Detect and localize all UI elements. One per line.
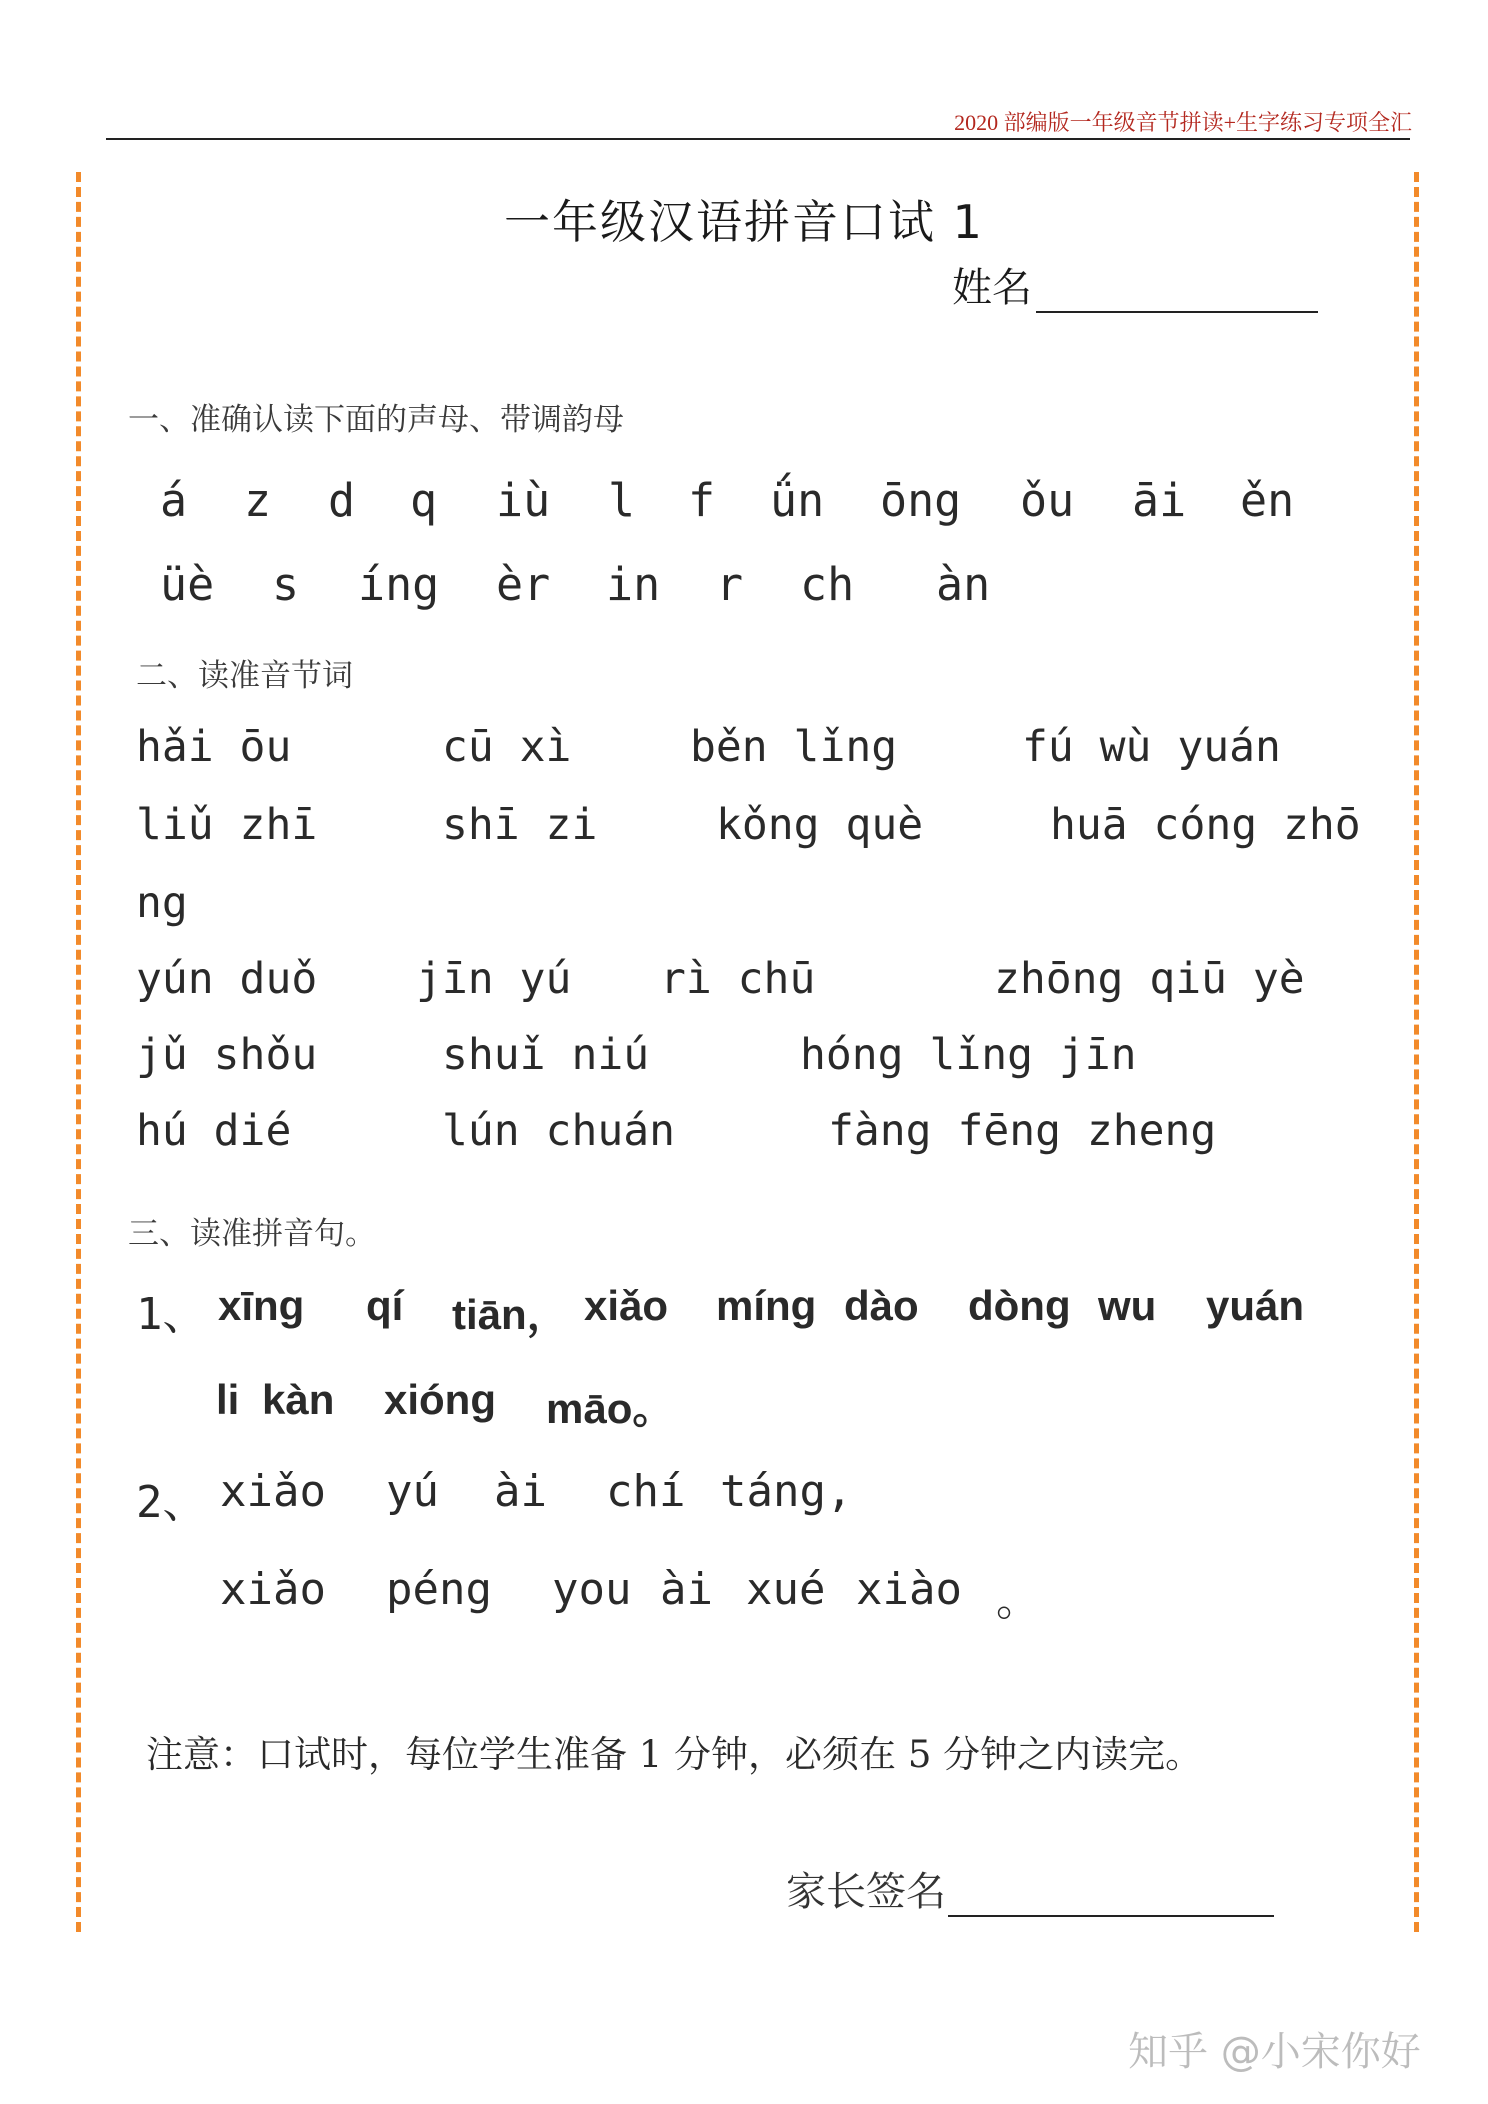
syllable: f (688, 474, 716, 527)
note-text: 注意：口试时，每位学生准备 1 分钟，必须在 5 分钟之内读完。 (146, 1733, 1203, 1776)
word: hóng lǐng jīn (800, 1030, 1137, 1080)
sentence-word: 。 (996, 1575, 1040, 1626)
word: rì chū (660, 954, 816, 1004)
left-dashed-border (76, 172, 81, 1932)
syllable: l (608, 474, 636, 527)
name-label: 姓名 (952, 265, 1032, 311)
sentence-word: yú (386, 1466, 439, 1517)
word: lún chuán (442, 1106, 675, 1156)
watermark: 知乎 @小宋你好 (1128, 2029, 1421, 2075)
word: zhōng qiū yè (994, 954, 1305, 1004)
sentence2-number: 2、 (136, 1477, 207, 1528)
syllable: ěn (1240, 474, 1295, 527)
word: hú dié (136, 1106, 292, 1156)
syllable: iù (496, 474, 551, 527)
sentence-word: xīng (218, 1282, 305, 1329)
word: huā cóng zhō (1050, 800, 1361, 850)
sentence-word: dào (844, 1282, 919, 1329)
right-dashed-border (1414, 172, 1419, 1932)
word: shī zi (442, 800, 598, 850)
syllable: íng (358, 558, 440, 611)
syllable: ōng (880, 474, 962, 527)
syllable: s (272, 558, 300, 611)
parent-signature-blank[interactable] (948, 1871, 1274, 1917)
syllable: àn (936, 558, 991, 611)
sentence-word: ài (660, 1564, 713, 1615)
syllable: ch (800, 558, 855, 611)
syllable: d (328, 474, 356, 527)
syllable: èr (496, 558, 551, 611)
sentence-word: ài (494, 1466, 547, 1517)
word: hǎi ōu (136, 722, 292, 772)
sentence-word: xióng (384, 1376, 496, 1423)
word: jǔ shǒu (136, 1030, 318, 1080)
section1-heading: 一、准确认读下面的声母、带调韵母 (128, 402, 624, 438)
sentence-word: kàn (262, 1376, 335, 1423)
sentence-word: qí (366, 1282, 404, 1329)
sentence1-number: 1、 (136, 1289, 207, 1340)
word: shuǐ niú (442, 1030, 650, 1080)
syllable: üè (160, 558, 215, 611)
sentence-word: you (552, 1564, 632, 1615)
sentence-word: xiǎo (220, 1466, 326, 1517)
sentence-word: dòng (968, 1282, 1071, 1329)
syllable: ǘn (770, 474, 825, 527)
sentence-word: xiǎo (220, 1564, 326, 1615)
header-divider (106, 138, 1410, 140)
syllable: āi (1132, 474, 1187, 527)
sentence-word: xiǎo (584, 1282, 669, 1329)
sentence-word: míng (716, 1282, 817, 1329)
word: jīn yú (416, 954, 572, 1004)
word: běn lǐng (690, 722, 898, 772)
word: cū xì (442, 722, 572, 772)
word: yún duǒ (136, 954, 318, 1004)
syllable: á (160, 474, 188, 527)
parent-signature-field (786, 1860, 1274, 1917)
section2-heading: 二、读准音节词 (136, 658, 353, 694)
sentence-word: péng (386, 1564, 492, 1615)
name-field (952, 256, 1318, 313)
sentence-word: yuán (1206, 1282, 1305, 1329)
word: fú wù yuán (1022, 722, 1281, 772)
parent-signature-label: 家长签名 (786, 1869, 946, 1915)
header-title: 2020 部编版一年级音节拼读+生字练习专项全汇 (954, 110, 1412, 135)
sentence-word: wu (1098, 1282, 1157, 1329)
syllable: q (410, 474, 438, 527)
syllable: ǒu (1020, 474, 1075, 527)
syllable: in (606, 558, 661, 611)
word: kǒng què (716, 800, 924, 850)
sentence-word: māo。 (546, 1385, 675, 1432)
sentence-word: li (216, 1376, 240, 1423)
name-blank[interactable] (1036, 271, 1318, 313)
page-title: 一年级汉语拼音口试 1 (504, 195, 984, 249)
syllable: z (244, 474, 272, 527)
word: liǔ zhī (136, 800, 318, 850)
syllable: r (716, 558, 744, 611)
word: fàng fēng zheng (828, 1106, 1217, 1156)
sentence-word: xiào (856, 1564, 962, 1615)
section3-heading: 三、读准拼音句。 (128, 1216, 376, 1252)
sentence-word: chí (606, 1466, 686, 1517)
sentence-word: tiān， (452, 1291, 569, 1338)
word: ng (136, 878, 188, 928)
sentence-word: xué (746, 1564, 826, 1615)
sentence-word: táng, (720, 1466, 853, 1517)
